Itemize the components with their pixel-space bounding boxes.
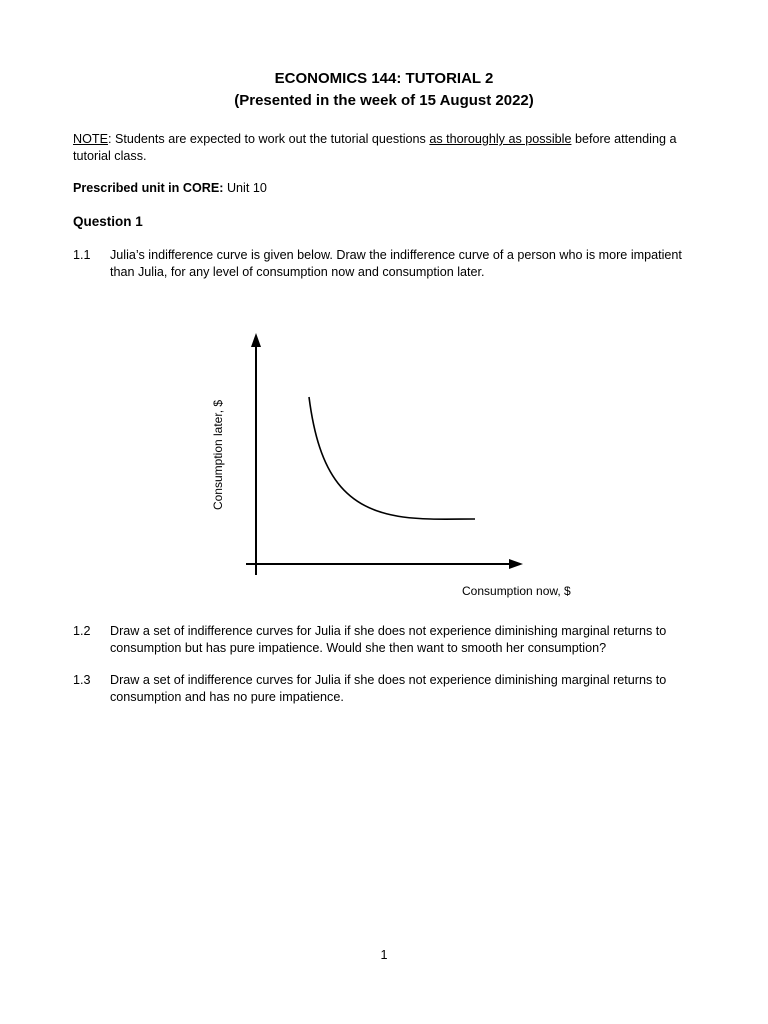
note-emphasis: as thoroughly as possible bbox=[429, 132, 572, 146]
x-axis-arrowhead bbox=[509, 559, 523, 569]
question-item-1-2 bbox=[73, 623, 698, 656]
question-item-number: 1.2 bbox=[73, 624, 91, 638]
indifference-curve-svg bbox=[200, 295, 600, 605]
note-paragraph bbox=[73, 131, 698, 164]
document-subtitle: (Presented in the week of 15 August 2022) bbox=[234, 92, 534, 109]
prescribed-label: Prescribed unit in CORE: bbox=[73, 181, 224, 195]
question-item-1-1 bbox=[73, 247, 698, 280]
y-axis-arrowhead bbox=[251, 333, 261, 347]
y-axis-label: Consumption later, $ bbox=[211, 399, 225, 511]
question-item-number: 1.1 bbox=[73, 248, 91, 262]
x-axis-label: Consumption now, $ bbox=[462, 584, 571, 598]
note-text-after: before attending a tutorial class. bbox=[73, 132, 677, 163]
question-item-text: Julia’s indifference curve is given below. Draw the indifference curve of a person who is more impatient than Julia, for any level of consumption now and consumption later. bbox=[110, 248, 682, 279]
prescribed-value: Unit 10 bbox=[223, 181, 267, 195]
question-item-number: 1.3 bbox=[73, 673, 91, 687]
indifference-curve bbox=[309, 397, 475, 519]
note-label: NOTE bbox=[73, 132, 108, 146]
prescribed-unit bbox=[73, 180, 698, 197]
question-item-1-3 bbox=[73, 672, 698, 705]
indifference-curve-figure bbox=[200, 295, 600, 605]
document-title: ECONOMICS 144: TUTORIAL 2 bbox=[274, 70, 494, 87]
question-item-text: Draw a set of indifference curves for Julia if she does not experience diminishing marginal returns to consumption and has no pure impatience. bbox=[110, 673, 667, 704]
question-heading: Question 1 bbox=[73, 214, 143, 229]
question-item-text: Draw a set of indifference curves for Julia if she does not experience diminishing marginal returns to consumption but has pure impatience. Would she then want to smooth her consumption? bbox=[110, 624, 667, 655]
page-number: 1 bbox=[380, 948, 388, 962]
note-text-before: : Students are expected to work out the tutorial questions bbox=[107, 132, 430, 146]
